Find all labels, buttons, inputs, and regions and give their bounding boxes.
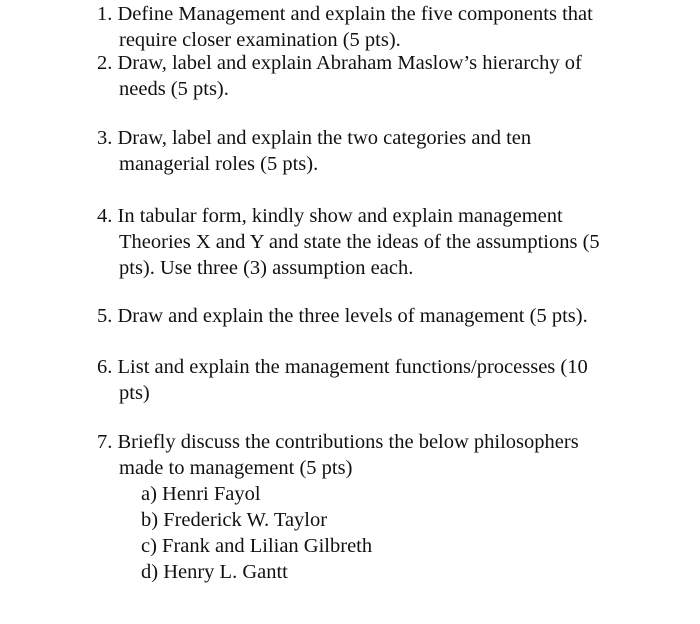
question-7-subitem-a: a) Henri Fayol bbox=[141, 483, 261, 505]
question-4-line-2: Theories X and Y and state the ideas of the assumptions (5 bbox=[119, 231, 600, 253]
question-4-line-3: pts). Use three (3) assumption each. bbox=[119, 257, 414, 279]
question-1-line-1: 1. Define Management and explain the five components that bbox=[97, 3, 593, 25]
question-4 bbox=[97, 203, 657, 281]
question-7-subitem-c: c) Frank and Lilian Gilbreth bbox=[141, 535, 373, 557]
question-7-subitem-b: b) Frederick W. Taylor bbox=[141, 509, 328, 531]
question-1-line-2: require closer examination (5 pts). bbox=[119, 29, 401, 51]
question-2 bbox=[97, 50, 657, 102]
question-1 bbox=[97, 1, 657, 53]
question-5 bbox=[97, 303, 657, 329]
question-7-line-1: 7. Briefly discuss the contributions the below philosophers bbox=[97, 431, 579, 453]
question-6-line-2: pts) bbox=[119, 382, 150, 404]
question-4-line-1: 4. In tabular form, kindly show and explain management bbox=[97, 205, 563, 227]
question-2-line-2: needs (5 pts). bbox=[119, 78, 229, 100]
question-7-subitem-d: d) Henry L. Gantt bbox=[141, 561, 288, 583]
question-3-line-2: managerial roles (5 pts). bbox=[119, 153, 319, 175]
question-5-line-1: 5. Draw and explain the three levels of management (5 pts). bbox=[97, 305, 588, 327]
question-7 bbox=[97, 429, 657, 585]
question-3-line-1: 3. Draw, label and explain the two categories and ten bbox=[97, 127, 532, 149]
question-2-line-1: 2. Draw, label and explain Abraham Maslow’s hierarchy of bbox=[97, 52, 582, 74]
question-3 bbox=[97, 125, 657, 177]
question-6 bbox=[97, 354, 657, 406]
question-7-line-2: made to management (5 pts) bbox=[119, 457, 353, 479]
question-6-line-1: 6. List and explain the management functions/processes (10 bbox=[97, 356, 588, 378]
